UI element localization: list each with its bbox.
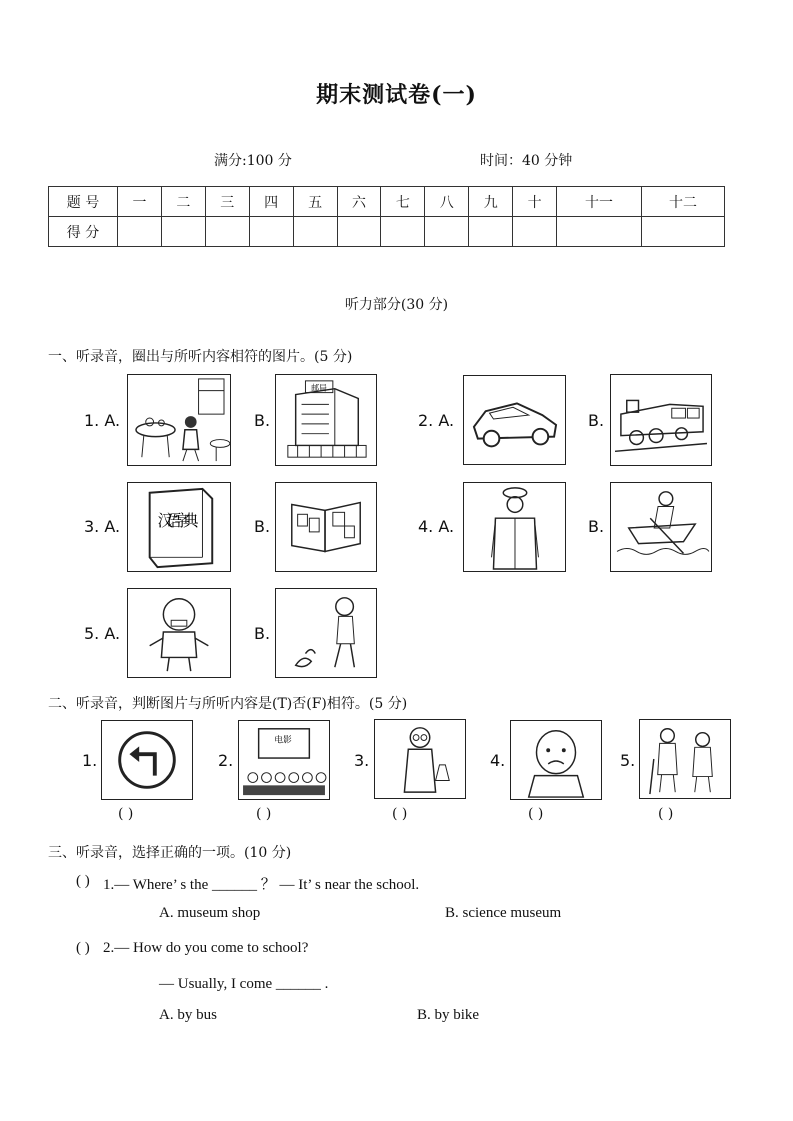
score-header-cell: 十二 — [642, 187, 725, 217]
q2b-label: B. — [588, 411, 605, 430]
elderly-couple-picture[interactable] — [639, 719, 731, 799]
q3a-label: 3. A. — [84, 517, 121, 536]
scientist-picture[interactable] — [374, 719, 466, 799]
s3-q2-text2: — Usually, I come ______ . — [159, 976, 329, 992]
turn-left-sign-drawing — [102, 721, 192, 799]
q1a-label: 1. A. — [84, 411, 121, 430]
restaurant-drawing — [128, 375, 230, 465]
q4a-label: 4. A. — [418, 517, 455, 536]
picture-book-drawing — [276, 483, 376, 571]
s3-q1-option-b: B. science museum — [445, 905, 562, 921]
s3-q2-option-b: B. by bike — [417, 1007, 480, 1023]
q5b-label: B. — [254, 624, 271, 643]
score-cell[interactable] — [205, 217, 249, 247]
score-header-cell: 三 — [205, 187, 249, 217]
score-cell[interactable] — [293, 217, 337, 247]
s2-answer-4[interactable]: ( ) — [528, 806, 544, 822]
s2-label-2: 2. — [218, 751, 234, 770]
s3-q2-option-a: A. by bus — [159, 1007, 217, 1023]
score-cell[interactable] — [381, 217, 425, 247]
sad-boy-drawing — [511, 721, 601, 799]
s3-q2-answer-paren[interactable]: ( ) — [76, 940, 90, 956]
sad-boy-picture[interactable] — [510, 720, 602, 800]
s2-answer-5[interactable]: ( ) — [658, 806, 674, 822]
dictionary-drawing — [128, 483, 230, 571]
scared-girl-drawing — [276, 589, 376, 677]
post-office-sign: 邮局 — [311, 383, 327, 393]
score-cell[interactable] — [469, 217, 513, 247]
q3b-label: B. — [254, 517, 271, 536]
cinema-drawing — [239, 721, 329, 799]
dictionary-cover-text: 汉语字典 — [157, 511, 199, 531]
dictionary-picture[interactable] — [127, 482, 231, 572]
section1-title: 一、听录音，圈出与所听内容相符的图片。(5 分) — [48, 349, 353, 365]
s2-label-3: 3. — [354, 751, 370, 770]
cinema-picture[interactable] — [238, 720, 330, 800]
score-table-score-row — [49, 217, 725, 247]
score-cell[interactable] — [557, 217, 642, 247]
score-header-cell: 六 — [337, 187, 381, 217]
score-header-cell: 四 — [249, 187, 293, 217]
score-header-cell: 五 — [293, 187, 337, 217]
s2-label-1: 1. — [82, 751, 98, 770]
listening-header: 听力部分(30 分) — [344, 297, 449, 313]
turn-left-sign-picture[interactable] — [101, 720, 193, 800]
policeman-picture[interactable] — [463, 482, 566, 572]
score-table-header-row — [49, 187, 725, 217]
scientist-drawing — [375, 720, 465, 798]
train-picture[interactable] — [610, 374, 712, 466]
score-cell[interactable] — [642, 217, 725, 247]
score-header-cell: 十一 — [557, 187, 642, 217]
scared-girl-picture[interactable] — [275, 588, 377, 678]
q5a-label: 5. A. — [84, 624, 121, 643]
section3-title: 三、听录音，选择正确的一项。(10 分) — [48, 845, 292, 861]
rowing-boat-drawing — [611, 483, 711, 571]
score-header-cell: 题 号 — [49, 187, 118, 217]
s3-q1-text: 1.— Where’ s the ______ ？ — It’ s near the school. — [103, 877, 420, 893]
rowing-boat-picture[interactable] — [610, 482, 712, 572]
cinema-screen-text: 电影 — [274, 735, 292, 746]
score-cell[interactable] — [337, 217, 381, 247]
full-marks: 满分:100 分 — [214, 153, 292, 169]
score-header-cell: 十 — [513, 187, 557, 217]
score-header-cell: 九 — [469, 187, 513, 217]
elderly-couple-drawing — [640, 720, 730, 798]
s3-q2-text: 2.— How do you come to school? — [103, 940, 309, 956]
train-drawing — [611, 375, 711, 465]
car-picture[interactable] — [463, 375, 566, 465]
angry-boy-drawing — [128, 589, 230, 677]
score-header-cell: 八 — [425, 187, 469, 217]
post-office-drawing — [276, 375, 376, 465]
restaurant-picture[interactable] — [127, 374, 231, 466]
score-table — [48, 186, 725, 247]
s2-answer-2[interactable]: ( ) — [256, 806, 272, 822]
q1b-label: B. — [254, 411, 271, 430]
score-cell[interactable] — [161, 217, 205, 247]
score-row-label: 得 分 — [49, 217, 118, 247]
score-header-cell: 一 — [118, 187, 162, 217]
picture-book-picture[interactable] — [275, 482, 377, 572]
car-drawing — [464, 376, 565, 464]
time-limit: 时间：40 分钟 — [480, 153, 573, 169]
s2-label-5: 5. — [620, 751, 636, 770]
post-office-picture[interactable] — [275, 374, 377, 466]
q2a-label: 2. A. — [418, 411, 455, 430]
s3-q1-option-a: A. museum shop — [159, 905, 261, 921]
s3-q1-answer-paren[interactable]: ( ) — [76, 873, 90, 889]
score-cell[interactable] — [249, 217, 293, 247]
s2-answer-1[interactable]: ( ) — [118, 806, 134, 822]
s2-answer-3[interactable]: ( ) — [392, 806, 408, 822]
s2-label-4: 4. — [490, 751, 506, 770]
q4b-label: B. — [588, 517, 605, 536]
score-cell[interactable] — [118, 217, 162, 247]
page-title: 期末测试卷(一) — [316, 82, 477, 108]
score-header-cell: 七 — [381, 187, 425, 217]
score-header-cell: 二 — [161, 187, 205, 217]
section2-title: 二、听录音，判断图片与所听内容是(T)否(F)相符。(5 分) — [48, 696, 408, 712]
score-cell[interactable] — [425, 217, 469, 247]
policeman-drawing — [464, 483, 565, 571]
score-cell[interactable] — [513, 217, 557, 247]
angry-boy-picture[interactable] — [127, 588, 231, 678]
